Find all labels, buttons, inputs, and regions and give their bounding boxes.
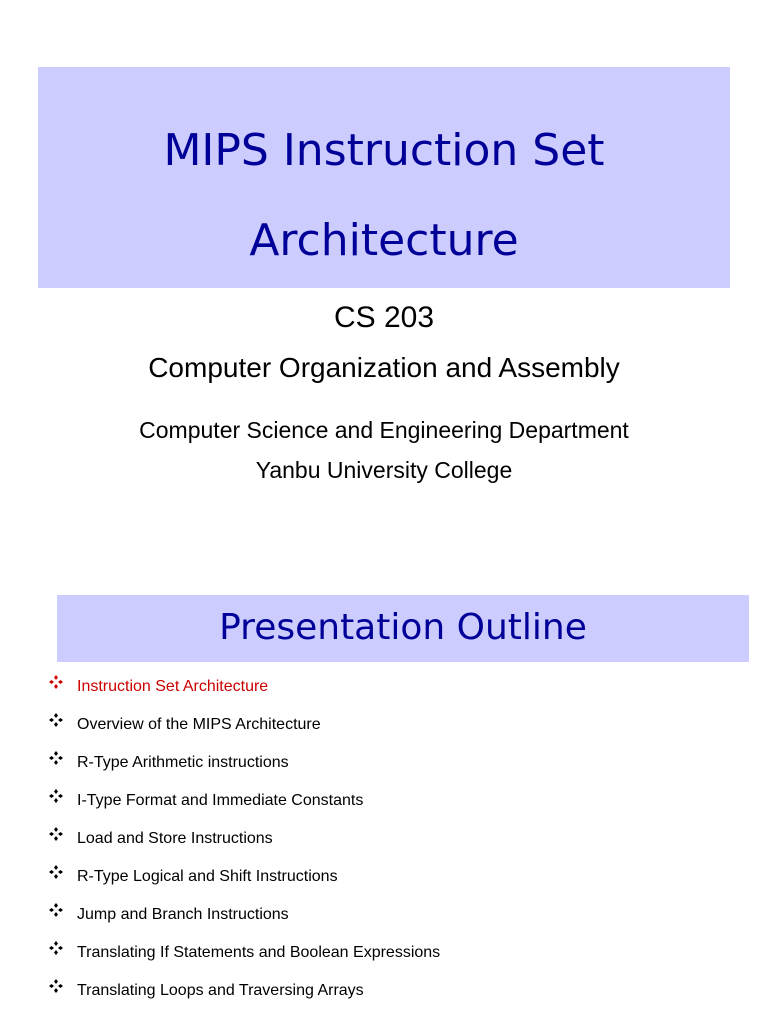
- outline-item-label: Overview of the MIPS Architecture: [77, 716, 321, 733]
- outline-item-label: Load and Store Instructions: [77, 830, 273, 847]
- outline-item-label: Jump and Branch Instructions: [77, 906, 289, 923]
- college-name: Yanbu University College: [255, 457, 513, 483]
- outline-item-label: Instruction Set Architecture: [77, 678, 269, 695]
- four-diamond-bullet-icon: [48, 902, 64, 918]
- four-diamond-bullet-icon: [48, 940, 64, 956]
- department-name: Computer Science and Engineering Department: [139, 417, 629, 443]
- course-code: CS 203: [333, 301, 435, 334]
- four-diamond-bullet-icon: [48, 864, 64, 880]
- course-name: Computer Organization and Assembly: [148, 352, 620, 383]
- four-diamond-bullet-icon: [48, 788, 64, 804]
- four-diamond-bullet-icon: [48, 712, 64, 728]
- outline-item-label: Translating If Statements and Boolean Expressions: [77, 944, 441, 961]
- slide1-title-line1: MIPS Instruction Set: [163, 125, 605, 176]
- slide1-title-line2: Architecture: [249, 215, 519, 266]
- four-diamond-bullet-icon: [48, 750, 64, 766]
- four-diamond-bullet-icon: [48, 978, 64, 994]
- four-diamond-bullet-icon: [48, 674, 64, 690]
- outline-item-label: R-Type Arithmetic instructions: [77, 754, 289, 771]
- slide2-title: Presentation Outline: [219, 607, 587, 648]
- outline-item-label: R-Type Logical and Shift Instructions: [77, 868, 338, 885]
- outline-item-label: Translating Loops and Traversing Arrays: [77, 982, 364, 999]
- outline-item-label: I-Type Format and Immediate Constants: [77, 792, 364, 809]
- four-diamond-bullet-icon: [48, 826, 64, 842]
